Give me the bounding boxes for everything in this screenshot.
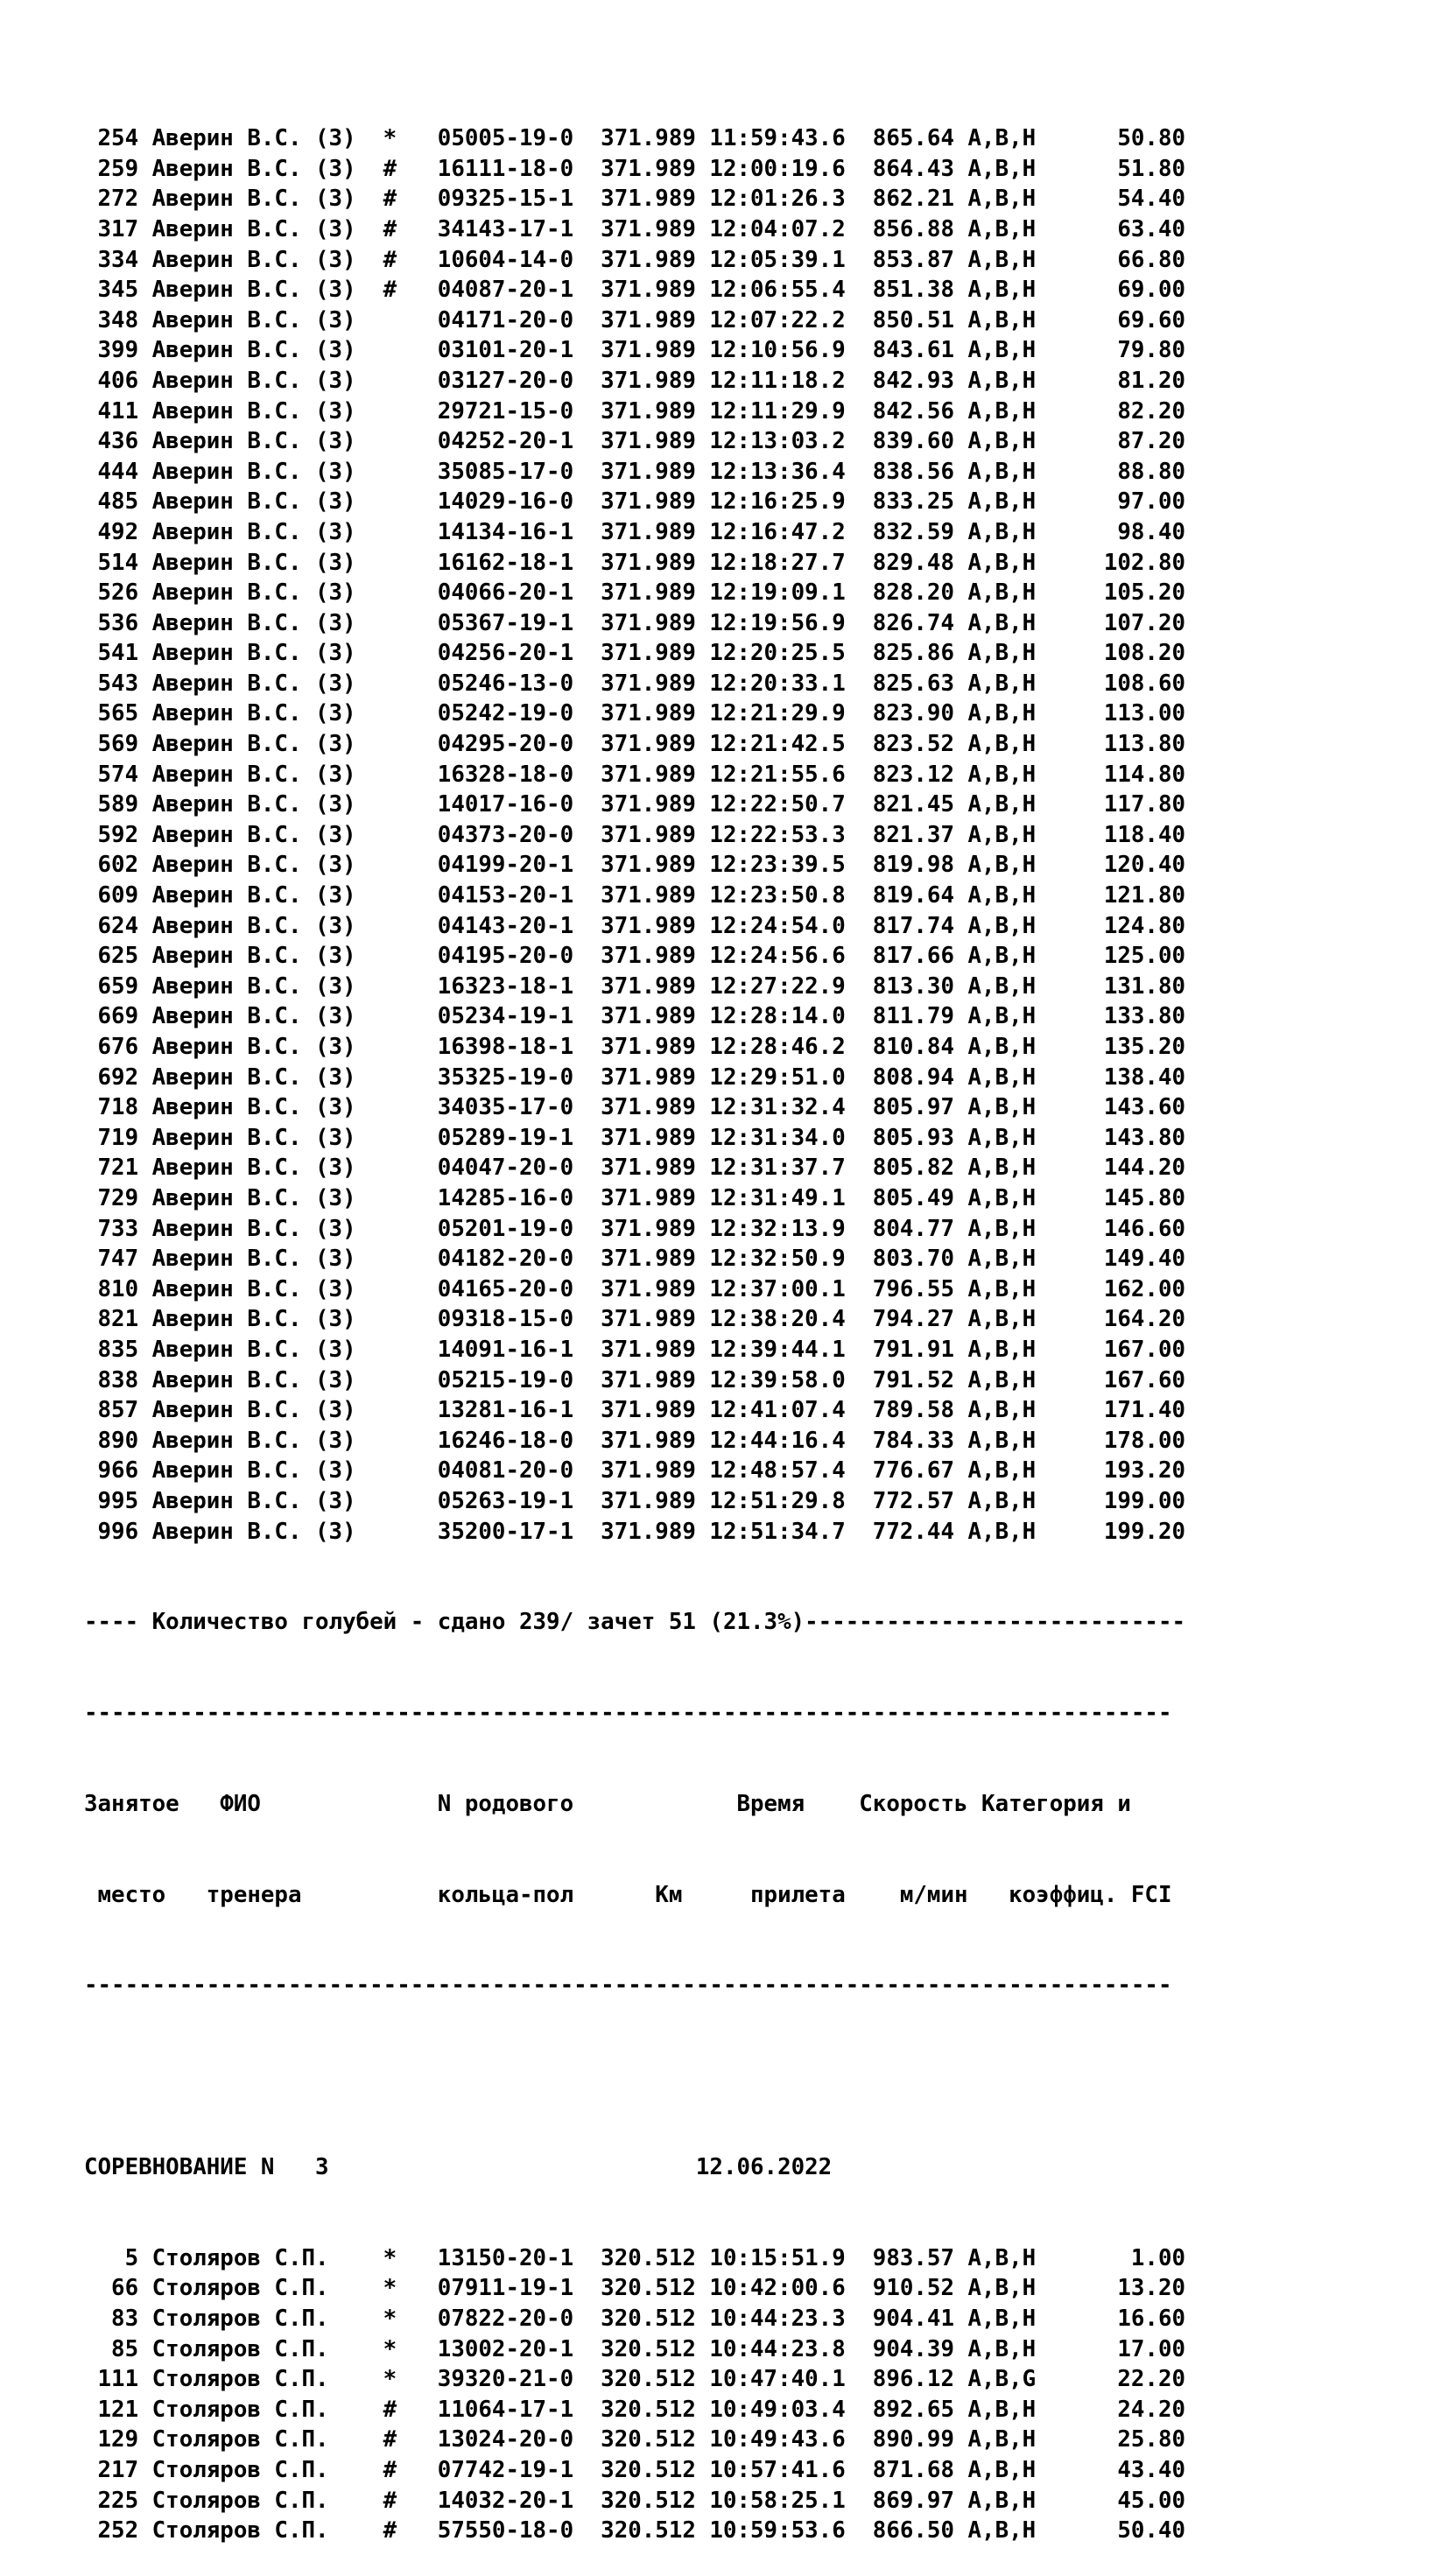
result-row: 669 Аверин В.С. (З) 05234-19-1 371.989 12:28:14.0 811.79 A,B,H 133.80 — [84, 1003, 1186, 1030]
results-table-averin — [84, 123, 1185, 1547]
result-row: 536 Аверин В.С. (З) 05367-19-1 371.989 12:19:56.9 826.74 A,B,H 107.20 — [84, 609, 1186, 636]
result-row: 225 Столяров С.П. # 14032-20-1 320.512 10:58:25.1 869.97 A,B,H 45.00 — [84, 2487, 1186, 2514]
result-row: 444 Аверин В.С. (З) 35085-17-0 371.989 12:13:36.4 838.56 A,B,H 88.80 — [84, 458, 1186, 485]
result-row: 624 Аверин В.С. (З) 04143-20-1 371.989 12:24:54.0 817.74 A,B,H 124.80 — [84, 912, 1186, 939]
result-row: 810 Аверин В.С. (З) 04165-20-0 371.989 12:37:00.1 796.55 A,B,H 162.00 — [84, 1275, 1186, 1302]
result-row: 718 Аверин В.С. (З) 34035-17-0 371.989 12:31:32.4 805.97 A,B,H 143.60 — [84, 1094, 1186, 1121]
results-table-stolyarov — [84, 2243, 1185, 2546]
result-row: 835 Аверин В.С. (З) 14091-16-1 371.989 12:39:44.1 791.91 A,B,H 167.00 — [84, 1336, 1186, 1363]
result-row: 996 Аверин В.С. (З) 35200-17-1 371.989 12:51:34.7 772.44 A,B,H 199.20 — [84, 1518, 1186, 1545]
result-row: 543 Аверин В.С. (З) 05246-13-0 371.989 12:20:33.1 825.63 A,B,H 108.60 — [84, 670, 1186, 697]
result-row: 857 Аверин В.С. (З) 13281-16-1 371.989 12:41:07.4 789.58 A,B,H 171.40 — [84, 1397, 1186, 1424]
result-row: 411 Аверин В.С. (З) 29721-15-0 371.989 12:11:29.9 842.56 A,B,H 82.20 — [84, 397, 1186, 425]
result-row: 995 Аверин В.С. (З) 05263-19-1 371.989 12:51:29.8 772.57 A,B,H 199.00 — [84, 1487, 1186, 1514]
result-row: 541 Аверин В.С. (З) 04256-20-1 371.989 12:20:25.5 825.86 A,B,H 108.20 — [84, 640, 1186, 667]
result-row: 733 Аверин В.С. (З) 05201-19-0 371.989 12:32:13.9 804.77 A,B,H 146.60 — [84, 1215, 1186, 1242]
result-row: 574 Аверин В.С. (З) 16328-18-0 371.989 12:21:55.6 823.12 A,B,H 114.80 — [84, 761, 1186, 788]
result-row: 602 Аверин В.С. (З) 04199-20-1 371.989 12:23:39.5 819.98 A,B,H 120.40 — [84, 852, 1186, 879]
result-row: 252 Столяров С.П. # 57550-18-0 320.512 10:59:53.6 866.50 A,B,H 50.40 — [84, 2517, 1186, 2544]
result-row: 692 Аверин В.С. (З) 35325-19-0 371.989 12:29:51.0 808.94 A,B,H 138.40 — [84, 1063, 1186, 1091]
result-row: 485 Аверин В.С. (З) 14029-16-0 371.989 12:16:25.9 833.25 A,B,H 97.00 — [84, 488, 1186, 516]
column-header-line-2: место тренера кольца-пол Км прилета м/мин коэффиц. FCI — [84, 1881, 1172, 1908]
result-row: 259 Аверин В.С. (З) # 16111-18-0 371.989 12:00:19.6 864.43 A,B,H 51.80 — [84, 155, 1186, 182]
result-row: 83 Столяров С.П. * 07822-20-0 320.512 10:44:23.3 904.41 A,B,H 16.60 — [84, 2305, 1186, 2332]
result-row: 348 Аверин В.С. (З) 04171-20-0 371.989 12:07:22.2 850.51 A,B,H 69.60 — [84, 306, 1186, 333]
result-row: 890 Аверин В.С. (З) 16246-18-0 371.989 12:44:16.4 784.33 A,B,H 178.00 — [84, 1427, 1186, 1454]
result-row: 406 Аверин В.С. (З) 03127-20-0 371.989 12:11:18.2 842.93 A,B,H 81.20 — [84, 367, 1186, 394]
result-row: 838 Аверин В.С. (З) 05215-19-0 371.989 12:39:58.0 791.52 A,B,H 167.60 — [84, 1366, 1186, 1393]
result-row: 592 Аверин В.С. (З) 04373-20-0 371.989 12:22:53.3 821.37 A,B,H 118.40 — [84, 821, 1186, 848]
result-row: 121 Столяров С.П. # 11064-17-1 320.512 10:49:03.4 892.65 A,B,H 24.20 — [84, 2396, 1186, 2423]
result-row: 659 Аверин В.С. (З) 16323-18-1 371.989 12:27:22.9 813.30 A,B,H 131.80 — [84, 972, 1186, 1000]
result-row: 492 Аверин В.С. (З) 14134-16-1 371.989 12:16:47.2 832.59 A,B,H 98.40 — [84, 518, 1186, 545]
result-row: 345 Аверин В.С. (З) # 04087-20-1 371.989 12:06:55.4 851.38 A,B,H 69.00 — [84, 277, 1186, 304]
result-row: 129 Столяров С.П. # 13024-20-0 320.512 10:49:43.6 890.99 A,B,H 25.80 — [84, 2426, 1186, 2453]
result-row: 514 Аверин В.С. (З) 16162-18-1 371.989 12:18:27.7 829.48 A,B,H 102.80 — [84, 549, 1186, 576]
result-row: 729 Аверин В.С. (З) 14285-16-0 371.989 12:31:49.1 805.49 A,B,H 145.80 — [84, 1184, 1186, 1211]
summary-line: ---- Количество голубей - сдано 239/ зачет 51 (21.3%)---------------------------- — [84, 1609, 1186, 1636]
result-row: 254 Аверин В.С. (З) * 05005-19-0 371.989 11:59:43.6 865.64 A,B,H 50.80 — [84, 125, 1186, 152]
result-row: 821 Аверин В.С. (З) 09318-15-0 371.989 12:38:20.4 794.27 A,B,H 164.20 — [84, 1306, 1186, 1333]
result-row: 609 Аверин В.С. (З) 04153-20-1 371.989 12:23:50.8 819.64 A,B,H 121.80 — [84, 882, 1186, 909]
divider-rule: -------------------------------------------------------------------------------- — [84, 1972, 1172, 1999]
result-row: 589 Аверин В.С. (З) 14017-16-0 371.989 12:22:50.7 821.45 A,B,H 117.80 — [84, 791, 1186, 818]
blank-line — [84, 2061, 1185, 2092]
result-row: 966 Аверин В.С. (З) 04081-20-0 371.989 12:48:57.4 776.67 A,B,H 193.20 — [84, 1457, 1186, 1485]
result-row: 217 Столяров С.П. # 07742-19-1 320.512 10:57:41.6 871.68 A,B,H 43.40 — [84, 2456, 1186, 2483]
result-row: 625 Аверин В.С. (З) 04195-20-0 371.989 12:24:56.6 817.66 A,B,H 125.00 — [84, 943, 1186, 970]
column-header-line-1: Занятое ФИО N родового Время Скорость Категория и — [84, 1790, 1131, 1817]
result-row: 85 Столяров С.П. * 13002-20-1 320.512 10:44:23.8 904.39 A,B,H 17.00 — [84, 2335, 1186, 2362]
result-row: 436 Аверин В.С. (З) 04252-20-1 371.989 12:13:03.2 839.60 A,B,H 87.20 — [84, 428, 1186, 455]
competition-heading: СОРЕВНОВАНИЕ N 3 12.06.2022 — [84, 2153, 833, 2180]
results-document — [84, 63, 1185, 2576]
result-row: 334 Аверин В.С. (З) # 10604-14-0 371.989 12:05:39.1 853.87 A,B,H 66.80 — [84, 246, 1186, 273]
result-row: 526 Аверин В.С. (З) 04066-20-1 371.989 12:19:09.1 828.20 A,B,H 105.20 — [84, 579, 1186, 607]
result-row: 66 Столяров С.П. * 07911-19-1 320.512 10:42:00.6 910.52 A,B,H 13.20 — [84, 2275, 1186, 2302]
result-row: 272 Аверин В.С. (З) # 09325-15-1 371.989 12:01:26.3 862.21 A,B,H 54.40 — [84, 186, 1186, 213]
result-row: 317 Аверин В.С. (З) # 34143-17-1 371.989 12:04:07.2 856.88 A,B,H 63.40 — [84, 215, 1186, 242]
result-row: 569 Аверин В.С. (З) 04295-20-0 371.989 12:21:42.5 823.52 A,B,H 113.80 — [84, 731, 1186, 758]
result-row: 399 Аверин В.С. (З) 03101-20-1 371.989 12:10:56.9 843.61 A,B,H 79.80 — [84, 337, 1186, 364]
result-row: 565 Аверин В.С. (З) 05242-19-0 371.989 12:21:29.9 823.90 A,B,H 113.00 — [84, 700, 1186, 727]
result-row: 721 Аверин В.С. (З) 04047-20-0 371.989 12:31:37.7 805.82 A,B,H 144.20 — [84, 1155, 1186, 1182]
divider-rule: -------------------------------------------------------------------------------- — [84, 1700, 1172, 1727]
result-row: 719 Аверин В.С. (З) 05289-19-1 371.989 12:31:34.0 805.93 A,B,H 143.80 — [84, 1124, 1186, 1151]
result-row: 676 Аверин В.С. (З) 16398-18-1 371.989 12:28:46.2 810.84 A,B,H 135.20 — [84, 1034, 1186, 1060]
result-row: 5 Столяров С.П. * 13150-20-1 320.512 10:15:51.9 983.57 A,B,H 1.00 — [84, 2244, 1186, 2271]
result-row: 111 Столяров С.П. * 39320-21-0 320.512 10:47:40.1 896.12 A,B,G 22.20 — [84, 2366, 1186, 2393]
result-row: 747 Аверин В.С. (З) 04182-20-0 371.989 12:32:50.9 803.70 A,B,H 149.40 — [84, 1246, 1186, 1273]
